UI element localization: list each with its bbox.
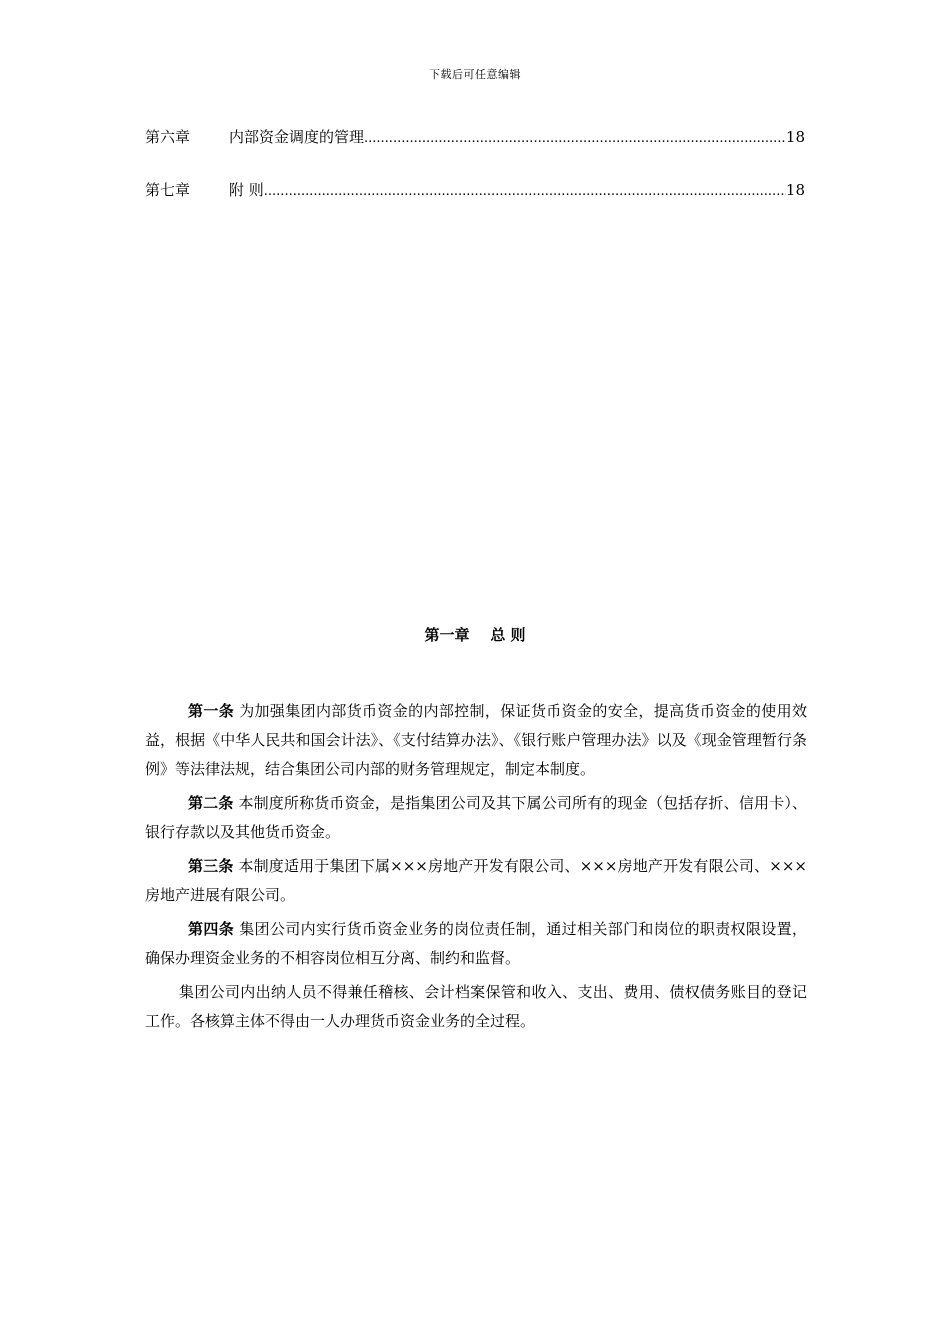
toc-leader-dots [264, 184, 786, 199]
toc-entry-chapter-7[interactable] [145, 179, 805, 201]
article-4 [145, 915, 807, 973]
article-text: 集团公司内实行货币资金业务的岗位责任制，通过相关部门和岗位的职责权限设置，确保办理资金业务的不相容岗位相互分离、制约和监督。 [145, 920, 807, 967]
document-body [145, 697, 807, 1041]
page-header: 下载后可任意编辑 [429, 68, 521, 81]
article-1 [145, 697, 807, 784]
article-label: 第四条 [188, 920, 235, 938]
article-3 [145, 852, 807, 910]
article-text: 本制度所称货币资金，是指集团公司及其下属公司所有的现金（包括存折、信用卡）、银行存款以及其他货币资金。 [145, 794, 807, 841]
article-text: 为加强集团内部货币资金的内部控制，保证货币资金的安全，提高货币资金的使用效益，根据《中华人民共和国会计法》、《支付结算办法》、《银行账户管理办法》以及《现金管理暂行条例》等法律法规，结合集团公司内部的财务管理规定，制定本制度。 [145, 702, 807, 778]
article-label: 第二条 [188, 794, 234, 812]
toc-chapter-title: 附 则 [229, 181, 264, 199]
toc-leader-dots [364, 131, 786, 146]
article-2 [145, 789, 807, 847]
toc-entry-chapter-6[interactable] [145, 126, 805, 148]
chapter-heading: 第一章 总 则 [424, 626, 526, 644]
toc-page-number: 18 [785, 181, 805, 199]
toc-page-number: 18 [785, 128, 805, 146]
article-label: 第三条 [188, 857, 234, 875]
toc-chapter-title: 内部资金调度的管理 [229, 128, 365, 146]
article-text: 本制度适用于集团下属×××房地产开发有限公司、×××房地产开发有限公司、×××房地产进展有限公司。 [145, 857, 807, 904]
article-label: 第一条 [188, 702, 235, 720]
paragraph-cashier-rules: 集团公司内出纳人员不得兼任稽核、会计档案保管和收入、支出、费用、债权债务账目的登记工作。各核算主体不得由一人办理货币资金业务的全过程。 [145, 983, 807, 1030]
toc-chapter-number: 第六章 [145, 128, 191, 146]
toc-chapter-number: 第七章 [145, 181, 191, 199]
